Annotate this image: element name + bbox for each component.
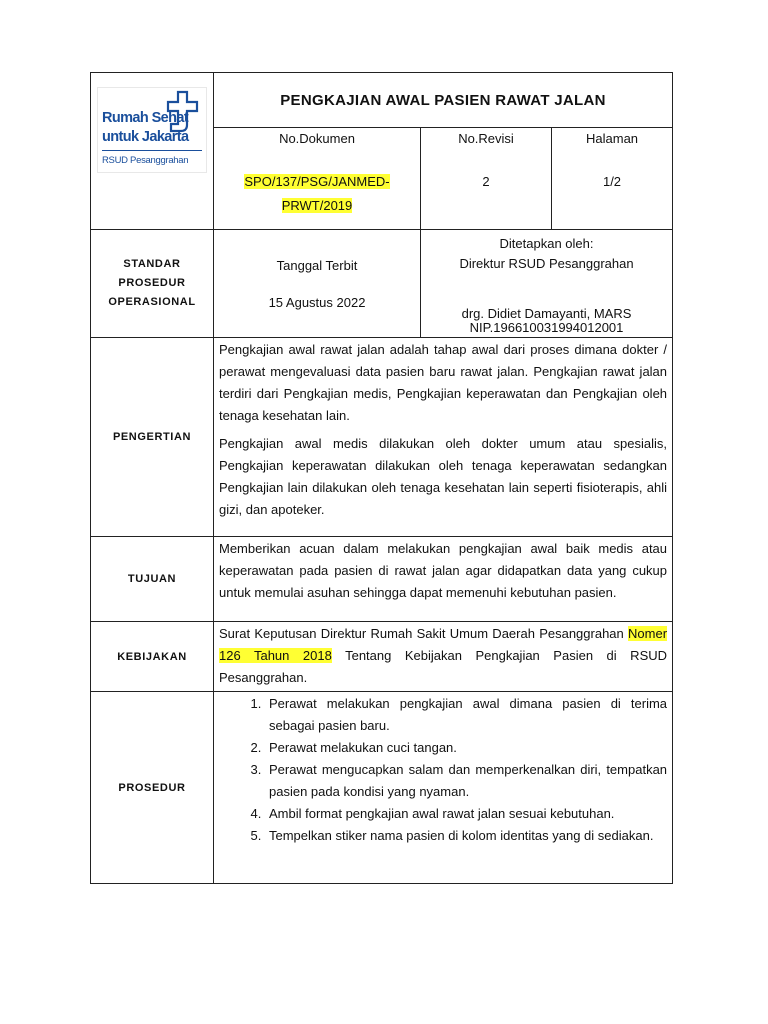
- logo-text-untuk-jakarta: untuk Jakarta: [102, 129, 189, 145]
- kebijakan-text-after: Tentang Kebijakan Pengkajian Pasien di RSUD Pesanggrahan.: [219, 648, 668, 685]
- ditetapkan-cell: [421, 230, 673, 338]
- kebijakan-label: KEBIJAKAN: [91, 622, 214, 692]
- tanggal-terbit-cell: [214, 230, 421, 338]
- kebijakan-text-before: Surat Keputusan Direktur Rumah Sakit Umum Daerah Pesanggrahan: [219, 626, 629, 641]
- logo-text-rsud: RSUD Pesanggrahan: [102, 155, 189, 166]
- kebijakan-highlight: Nomer 126 Tahun 2018: [219, 626, 668, 663]
- standar-label-line2: PROSEDUR: [118, 277, 186, 289]
- prosedur-content: [214, 692, 673, 884]
- no-dokumen-label: No.Dokumen: [279, 131, 355, 146]
- pengertian-paragraph-1: Pengkajian awal rawat jalan adalah tahap awal dari proses dimana dokter / perawat mengevaluasi data pasien baru rawat jalan. Pengkajian rawat jalan terdiri dari Pengkajian medis, Pengkajian keperawatan dan Pengkajian oleh tenaga kesehatan lain.: [219, 342, 668, 423]
- standar-label-cell: [91, 230, 214, 338]
- no-revisi-cell: [421, 128, 552, 230]
- no-dokumen-cell: [214, 128, 421, 230]
- signer-name: drg. Didiet Damayanti, MARS: [461, 306, 632, 321]
- signer-nip: NIP.196610031994012001: [469, 320, 624, 335]
- ditetapkan-by: Direktur RSUD Pesanggrahan: [459, 256, 634, 271]
- hospital-logo: [97, 87, 207, 173]
- no-revisi-value: 2: [482, 174, 490, 189]
- kebijakan-content: [214, 622, 673, 692]
- pengertian-content: [214, 338, 673, 537]
- prosedur-label: PROSEDUR: [91, 692, 214, 884]
- prosedur-item: 3. Perawat mengucapkan salam dan memperkenalkan diri, tempatkan pasien pada kondisi yang nyaman.: [265, 759, 667, 803]
- prosedur-item: 2. Perawat melakukan cuci tangan.: [265, 737, 667, 759]
- logo-divider: [102, 150, 202, 151]
- sop-document-table: [90, 72, 673, 884]
- halaman-value: 1/2: [602, 174, 622, 189]
- halaman-label: Halaman: [586, 131, 639, 146]
- no-revisi-label: No.Revisi: [458, 131, 514, 146]
- ditetapkan-label: Ditetapkan oleh:: [499, 236, 594, 251]
- logo-cell: [91, 73, 214, 230]
- tujuan-label: TUJUAN: [91, 537, 214, 622]
- prosedur-item: 5. Tempelkan stiker nama pasien di kolom identitas yang di sediakan.: [265, 825, 667, 847]
- logo-text-rumah-sehat: Rumah Sehat: [102, 110, 189, 126]
- standar-label-line1: STANDAR: [123, 258, 181, 270]
- no-dokumen-value: SPO/137/PSG/JANMED-PRWT/2019: [244, 174, 390, 213]
- prosedur-item: 4. Ambil format pengkajian awal rawat jalan sesuai kebutuhan.: [265, 803, 667, 825]
- prosedur-item: 1. Perawat melakukan pengkajian awal dimana pasien di terima sebagai pasien baru.: [265, 693, 667, 737]
- document-title: PENGKAJIAN AWAL PASIEN RAWAT JALAN: [214, 73, 673, 128]
- prosedur-list: [219, 693, 667, 847]
- pengertian-label: PENGERTIAN: [91, 338, 214, 537]
- pengertian-paragraph-2: Pengkajian awal medis dilakukan oleh dokter umum atau spesialis, Pengkajian keperawatan dilakukan oleh tenaga keperawatan sedangkan Pengkajian lain dilakukan oleh tenaga kesehatan lain seperti fisioterapis, ahli gizi, dan apoteker.: [219, 436, 668, 517]
- standar-label-line3: OPERASIONAL: [108, 296, 196, 308]
- tanggal-terbit-value: 15 Agustus 2022: [268, 294, 366, 310]
- halaman-cell: [552, 128, 673, 230]
- tujuan-content: Memberikan acuan dalam melakukan pengkajian awal baik medis atau keperawatan pada pasien di rawat jalan agar didapatkan data yang cukup untuk memulai asuhan sehingga dapat memenuhi kebutuhan pasien.: [214, 537, 673, 622]
- tanggal-terbit-label: Tanggal Terbit: [276, 257, 358, 273]
